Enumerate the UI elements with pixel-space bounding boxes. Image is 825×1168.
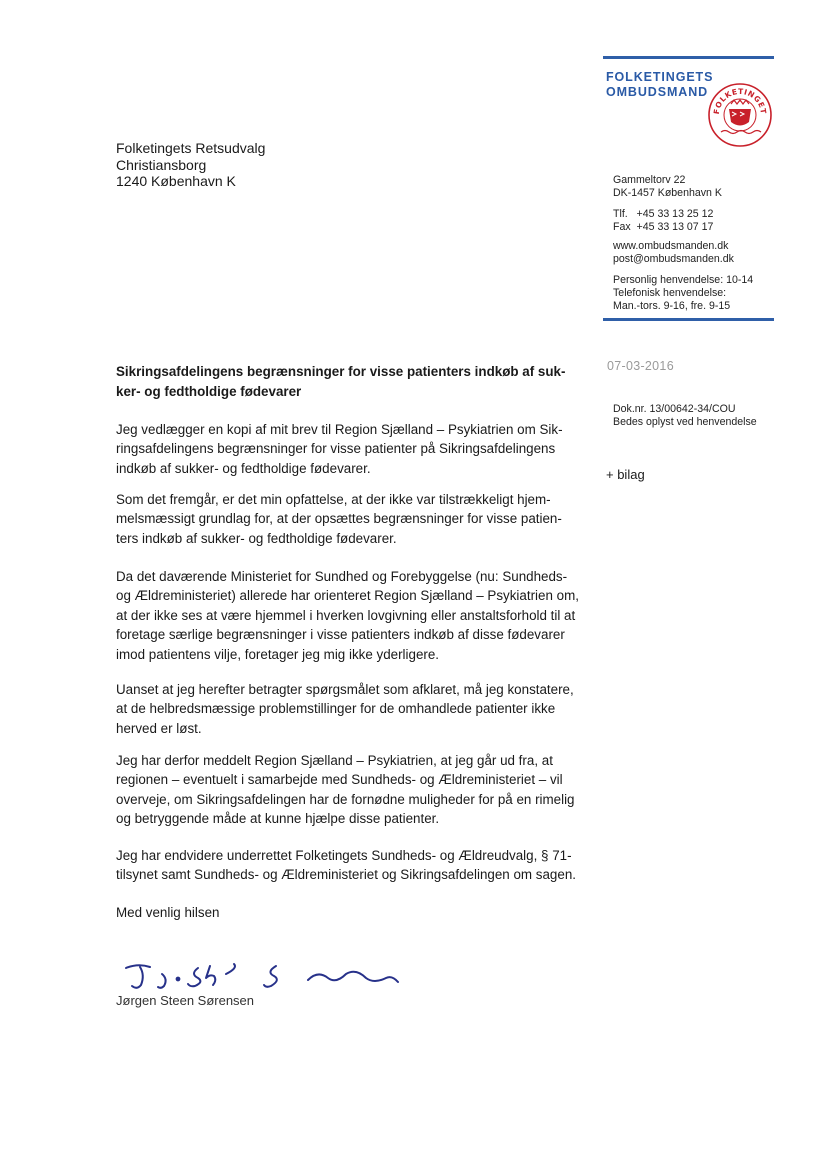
body-paragraph <box>116 680 586 738</box>
sender-bottom-rule <box>603 318 774 321</box>
body-line: indkøb af sukker- og fedtholdige fødevarer. <box>116 460 371 476</box>
body-line: at de helbredsmæssige problemstillinger for de omhandlede patienter ikke <box>116 701 556 717</box>
body-line: melsmæssigt grundlag for, at der opsættes begrænsninger for visse patien- <box>116 511 562 527</box>
sender-website: www.ombudsmanden.dk <box>613 240 729 252</box>
sender-web-block <box>613 240 734 266</box>
sender-hours <box>613 274 753 312</box>
recipient-line: 1240 København K <box>116 173 236 189</box>
body-line: og Ældreministeriet) allerede har orienteret Region Sjælland – Psykiatrien om, <box>116 588 579 604</box>
sender-fax: Fax +45 33 13 07 17 <box>613 220 714 233</box>
sender-street: Gammeltorv 22 <box>613 174 686 186</box>
signer-name: Jørgen Steen Sørensen <box>116 993 255 1008</box>
letter-date: 07-03-2016 <box>607 359 674 373</box>
body-line: ringsafdelingens begrænsninger for visse patienter på Sikringsafdelingens <box>116 441 556 457</box>
body-paragraph <box>116 490 586 548</box>
sender-hours-line: Personlig henvendelse: 10-14 <box>613 274 754 286</box>
body-line: Jeg har endvidere underrettet Folketingets Sundheds- og Ældreudvalg, § 71- <box>116 848 572 863</box>
sender-hours-line: Man.-tors. 9-16, fre. 9-15 <box>613 299 731 312</box>
sender-phone-block <box>613 208 713 234</box>
recipient-line: Folketingets Retsudvalg <box>116 140 266 156</box>
body-paragraph <box>116 846 586 885</box>
attachment-note: + bilag <box>606 467 645 482</box>
body-line: Som det fremgår, er det min opfattelse, at der ikke var tilstrækkeligt hjem- <box>116 492 551 507</box>
organization-name <box>606 70 713 100</box>
letter-subject <box>116 362 576 402</box>
body-line: overveje, om Sikringsafdelingen har de fornødne muligheder for på en rimelig <box>116 791 575 807</box>
sender-city: DK-1457 København K <box>613 186 722 199</box>
organization-name-line: FOLKETINGETS <box>606 70 714 84</box>
reference-note: Bedes oplyst ved henvendelse <box>613 415 757 428</box>
body-line: Da det daværende Ministeriet for Sundhed og Forebyggelse (nu: Sundheds- <box>116 569 568 584</box>
body-line: imod patientens vilje, foretager jeg mig ikke yderligere. <box>116 646 440 662</box>
body-line: tilsynet samt Sundheds- og Ældreministeriet og Sikringsafdelingen om sagen. <box>116 867 576 883</box>
body-line: Jeg har derfor meddelt Region Sjælland – Psykiatrien, at jeg går ud fra, at <box>116 753 553 768</box>
body-line: regionen – eventuelt i samarbejde med Sundheds- og Ældreministeriet – vil <box>116 772 563 788</box>
body-line: at der ikke ses at være hjemmel i hverken lovgivning eller anstaltsforhold til at <box>116 607 576 623</box>
sender-email: post@ombudsmanden.dk <box>613 252 734 265</box>
folketinget-seal-icon <box>707 82 773 148</box>
recipient-address <box>116 140 265 190</box>
body-line: Uanset at jeg herefter betragter spørgsmålet som afklaret, må jeg konstatere, <box>116 682 574 697</box>
document-number: Dok.nr. 13/00642-34/COU <box>613 403 736 415</box>
body-line: herved er løst. <box>116 720 202 736</box>
body-paragraph <box>116 751 586 829</box>
body-line: og betryggende måde at kunne hjælpe disse patienter. <box>116 811 440 827</box>
handwritten-signature-icon <box>118 958 403 998</box>
recipient-line: Christiansborg <box>116 156 207 173</box>
body-paragraph <box>116 420 586 478</box>
body-line: foretage særlige begrænsninger i visse patienters indkøb af disse fødevarer <box>116 627 565 643</box>
seal-text: FOLKETINGET <box>711 86 769 115</box>
document-reference <box>613 403 757 429</box>
sender-hours-line: Telefonisk henvendelse: <box>613 286 727 299</box>
organization-name-line: OMBUDSMAND <box>606 85 709 99</box>
sender-address <box>613 174 722 200</box>
letterhead-top-rule <box>603 56 774 59</box>
body-paragraph <box>116 567 586 664</box>
body-line: ters indkøb af sukker- og fedtholdige fødevarer. <box>116 530 397 546</box>
subject-line: ker- og fedtholdige fødevarer <box>116 384 302 399</box>
subject-line: Sikringsafdelingens begrænsninger for visse patienters indkøb af suk- <box>116 364 566 379</box>
body-line: Jeg vedlægger en kopi af mit brev til Region Sjælland – Psykiatrien om Sik- <box>116 422 563 437</box>
closing-salutation: Med venlig hilsen <box>116 905 220 920</box>
sender-phone: Tlf. +45 33 13 25 12 <box>613 208 714 220</box>
